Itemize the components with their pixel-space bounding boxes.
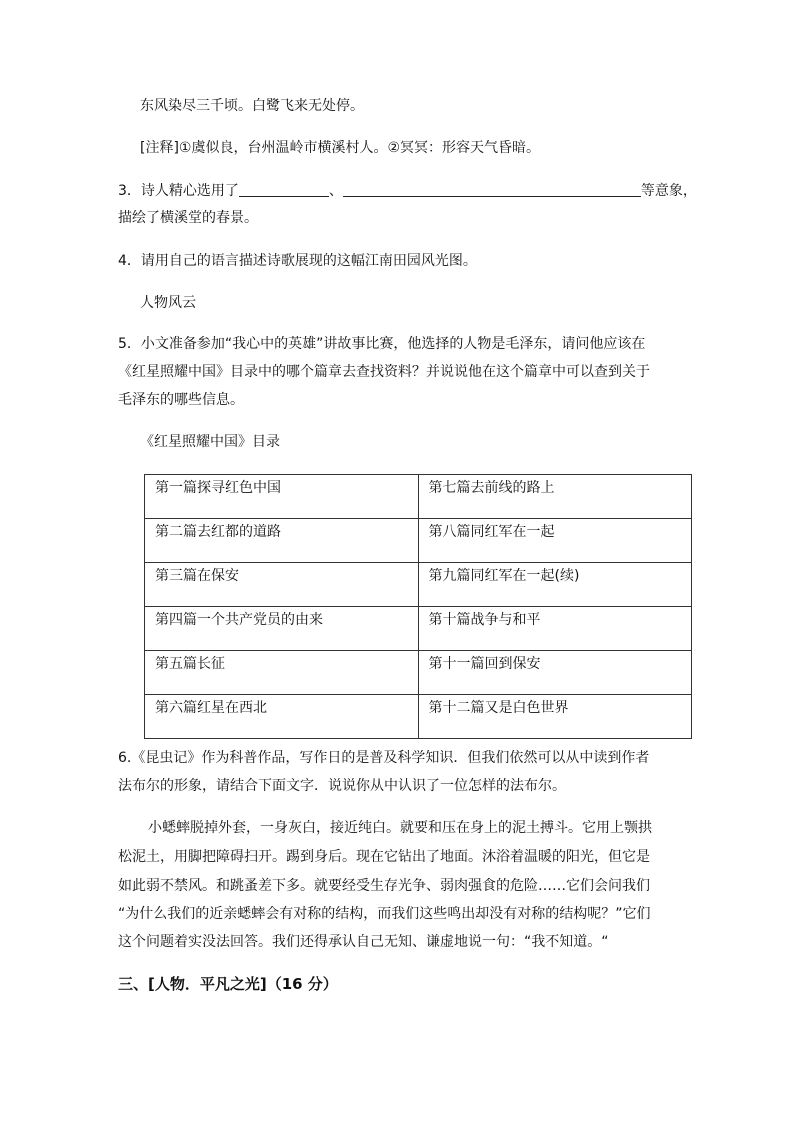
q3-answer-blank-2[interactable]: [343, 182, 641, 197]
toc-cell: 第十一篇回到保安: [418, 651, 692, 695]
table-row: [145, 519, 692, 563]
table-row: [145, 563, 692, 607]
q5-line-1: 5．小文准备参加“我心中的英雄”讲故事比赛，他选择的人物是毛泽东，请问他应该在: [118, 336, 646, 352]
question-3: [118, 181, 697, 201]
q5-line-2: 《红星照耀中国》目录中的哪个篇章去查找资料？并说说他在这个篇章中可以查到关于: [118, 364, 650, 380]
q6-line-1: 6.《昆虫记》作为科普作品，写作日的是普及科学知识．但我们依然可以从中读到作者: [118, 750, 650, 766]
q5-line-3: 毛泽东的哪些信息。: [118, 392, 244, 408]
toc-cell: 第八篇同红军在一起: [418, 519, 692, 563]
q3-answer-blank-1[interactable]: [239, 182, 329, 197]
toc-cell: 第二篇去红都的道路: [145, 519, 419, 563]
table-row: [145, 651, 692, 695]
poem-line: 东风染尽三千顷。白鹭飞来无处停。: [140, 98, 364, 114]
toc-cell: 第一篇探寻红色中国: [145, 475, 419, 519]
q3-separator: 、: [328, 183, 343, 199]
toc-cell: 第九篇同红军在一起(续): [418, 563, 692, 607]
passage-line: “为什么我们的近亲蟋蟀会有对称的结构，而我们这些鸣出却没有对称的结构呢？”它们: [118, 906, 651, 922]
toc-table: [144, 474, 692, 739]
table-row: [145, 695, 692, 739]
q3-suffix: 等意象，: [640, 183, 697, 199]
toc-cell: 第四篇一个共产党员的由来: [145, 607, 419, 651]
section-label: 人物风云: [140, 295, 196, 311]
toc-cell: 第十篇战争与和平: [418, 607, 692, 651]
table-row: [145, 607, 692, 651]
toc-cell: 第五篇长征: [145, 651, 419, 695]
passage-line: 如此弱不禁风。和跳蚤差下多。就要经受生存光争、弱肉强食的危险……它们会问我们: [118, 878, 650, 894]
table-row: [145, 475, 692, 519]
q3-prefix: 3．诗人精心选用了: [118, 183, 239, 199]
question-4: 4．请用自己的语言描述诗歌展现的这幅江南田园风光图。: [118, 253, 477, 269]
toc-cell: 第十二篇又是白色世界: [418, 695, 692, 739]
toc-cell: 第七篇去前线的路上: [418, 475, 692, 519]
section-3-heading: 三、[人物．平凡之光]（16 分）: [118, 975, 338, 993]
q6-line-2: 法布尔的形象，请结合下面文字．说说你从中认识了一位怎样的法布尔。: [118, 778, 566, 794]
passage-line: 松泥土，用脚把障碍扫开。踢到身后。现在它钻出了地面。沐浴着温暖的阳光，但它是: [118, 849, 650, 865]
toc-cell: 第三篇在保安: [145, 563, 419, 607]
toc-title: 《红星照耀中国》目录: [140, 434, 280, 450]
annotation-note: [注释]①虞似良，台州温岭市横溪村人。②冥冥：形容天气昏暗。: [140, 140, 541, 156]
passage-line: 小蟋蟀脱掉外套，一身灰白，接近纯白。就要和压在身上的泥土搏斗。它用上颚拱: [148, 820, 652, 836]
passage-line: 这个问题着实没法回答。我们还得承认自己无知、谦虚地说一句：“我不知道。“: [118, 934, 609, 950]
toc-cell: 第六篇红星在西北: [145, 695, 419, 739]
q3-line-2: 描绘了横溪堂的春景。: [118, 210, 258, 226]
